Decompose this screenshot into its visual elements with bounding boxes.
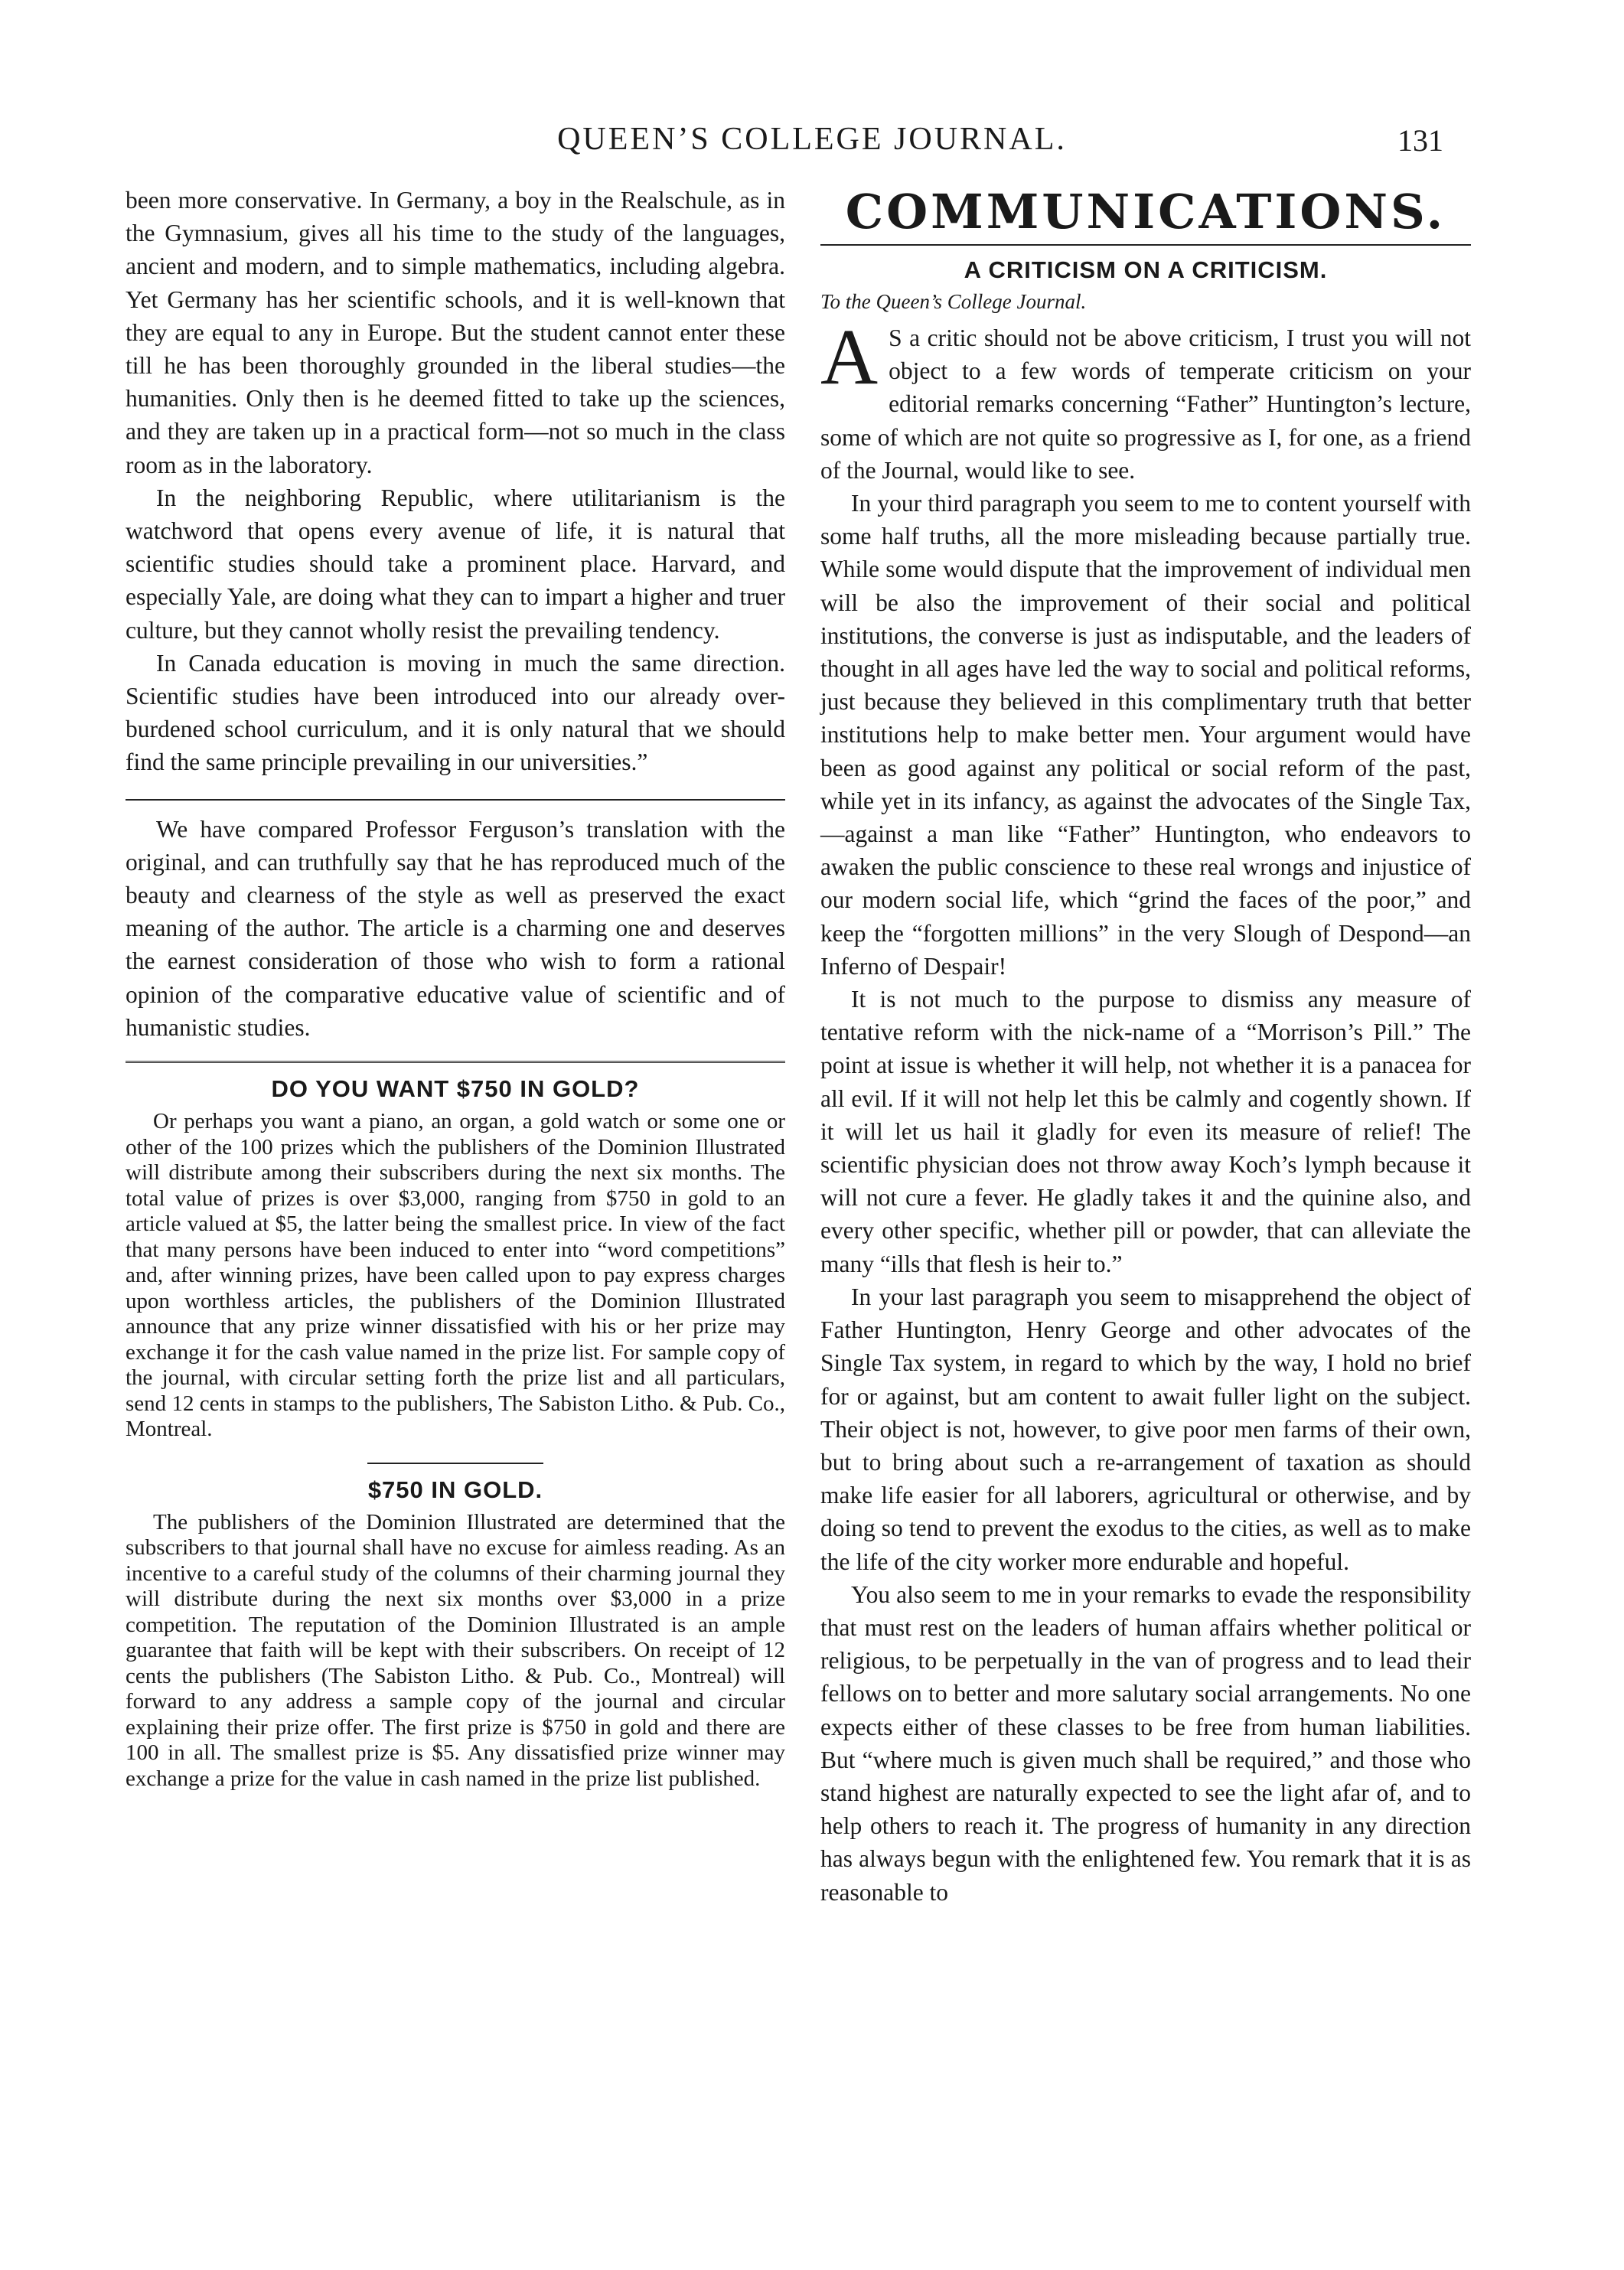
right-column [820,184,1471,1909]
left-paragraph-3: In Canada education is moving in much the same direction. Scientific studies have been introduced into our already over-burdened school curriculum, and it is only natural that we should find the same principle prevailing in our universities.” [126,649,785,776]
right-paragraph-1-text: S a critic should not be above criticism, I trust you will not object to a few words of temperate criticism on your editorial remarks concerning “Father” Huntington’s lecture, some of which are not quite so progressive as I, for one, as a friend of the Journal, would like to see. [820,325,1471,484]
article-title: A CRITICISM ON A CRITICISM. [964,256,1328,283]
right-paragraph-5: You also seem to me in your remarks to evade the responsibility that must rest on the leaders of human affairs whether political or religious, to be perpetually in the van of progress and to lead their fellows on to better and more salutary social arrangements. No one expects either of these classes to be free from human liabilities. But “where much is given much shall be required,” and those who stand highest are naturally expected to see the light afar of, and to help others to reach it. The progress of humanity in any direction has always begun with the enlightened few. You remark that it is as reasonable to [820,1580,1471,1906]
left-column [126,184,785,1792]
left-paragraph-4: We have compared Professor Ferguson’s translation with the original, and can truthfully say that he has reproduced much of the beauty and clearness of the style as well as preserved the exact meaning of the author. The article is a charming one and deserves the earnest consideration of those who wish to form a rational opinion of the comparative educative value of scientific and of humanistic studies. [126,815,785,1041]
right-paragraph-2: In your third paragraph you seem to me to content yourself with some half truths, all the more misleading because partially true. While some would dispute that the improvement of individual men will be also the improvement of their social and political institutions, the converse is just as indisputable, and the leaders of thought in all ages have led the way to social and political reforms, just because they believed in this complimentary truth that better institutions help to make better men. Your argument would have been as good against any political or social reform of the past, while yet in its infancy, as against the advocates of the Single Tax,—against a man like “Father” Huntington, who endeavors to awaken the public conscience to these real wrongs and injustice of our modern social life, which “grind the faces of the poor,” and keep the “forgotten millions” in the very Slough of Despond—an Inferno of Despair! [820,490,1471,980]
right-paragraph-3: It is not much to the purpose to dismiss any measure of tentative reform with the nick-name of a “Morrison’s Pill.” The point at issue is whether it will help, not whether it is a panacea for all evil. If it will not help let this be calmly and cogently shown. If it will let us hail it gladly for even its measure of relief! The scientific physician does not throw away Koch’s lymph because it will not cure a fever. He gladly takes it and the quinine also, and every other specific, whether pill or powder, that can alleviate the many “ills that flesh is heir to.” [820,986,1471,1277]
drop-cap: A [820,313,879,401]
right-paragraph-1 [820,313,1471,487]
section-title: COMMUNICATIONS. [845,184,1446,240]
dedication: To the Queen’s College Journal. [820,290,1087,313]
journal-title: QUEEN’S COLLEGE JOURNAL. [557,122,1067,157]
left-paragraph-2: In the neighboring Republic, where utilitarianism is the watchword that opens every avenue of life, it is natural that scientific studies should take a prominent place. Harvard, and especially Yale, are doing what they can to impart a higher and truer culture, but they cannot wholly resist the prevailing tendency. [126,484,785,644]
ad-text-2: The publishers of the Dominion Illustrated are determined that the subscribers to that journal shall have no excuse for aimless reading. As an incentive to a careful study of the columns of their charming journal they will distribute during the next six months over $3,000 in a prize competition. The reputation of the Dominion Illustrated is an ample guarantee that faith will be kept with their subscribers. On receipt of 12 cents the publishers (The Sabiston Litho. & Pub. Co., Montreal) will forward to any address a sample copy of the journal and circular explaining their prize offer. The first prize is $750 in gold and there are 100 in all. The smallest prize is $5. Any dissatisfied prize winner may exchange a prize for the value in cash named in the prize list published. [126,1509,785,1791]
ad-text-1: Or perhaps you want a piano, an organ, a gold watch or some one or other of the 100 prizes which the publishers of the Dominion Illustrated will distribute among their subscribers during the next six months. The total value of prizes is over $3,000, ranging from $750 in gold to an article valued at $5, the latter being the smallest price. In view of the fact that many persons have been induced to enter into “word competitions” and, after winning prizes, have been called upon to pay express charges upon worthless articles, the publishers of the Dominion Illustrated announce that any prize winner dissatisfied with his or her prize may exchange it for the cash value named in the prize list. For sample copy of the journal, with circular setting forth the prize list and all particulars, send 12 cents in stamps to the publishers, The Sabiston Litho. & Pub. Co., Montreal. [126,1109,785,1442]
ad-heading-2: $750 IN GOLD. [367,1476,543,1503]
ad-heading-1: DO YOU WANT $750 IN GOLD? [271,1075,640,1103]
page-number: 131 [1397,123,1443,158]
left-paragraph-1: been more conservative. In Germany, a boy in the Realschule, as in the Gymnasium, gives all his time to the study of the languages, ancient and modern, and to simple mathematics, including algebra. Yet Germany has her scientific schools, and it is well-known that they are equal to any in Europe. But the student cannot enter these till he has been thoroughly grounded in the liberal studies—the humanities. Only then is he deemed fitted to take up the sciences, and they are taken up in a practical form—not so much in the class room as in the laboratory. [126,187,785,478]
right-paragraph-4: In your last paragraph you seem to misapprehend the object of Father Huntington, Henry George and other advocates of the Single Tax system, in regard to which by the way, I hold no brief for or against, but am content to await fuller light on the subject. Their object is not, however, to give poor men farms of their own, but to bring about such a re-arrangement of taxation as should make life easier for all laborers, agricultural or otherwise, and by doing so tend to prevent the exodus to the cities, as well as to make the life of the city worker more endurable and hopeful. [820,1283,1471,1575]
